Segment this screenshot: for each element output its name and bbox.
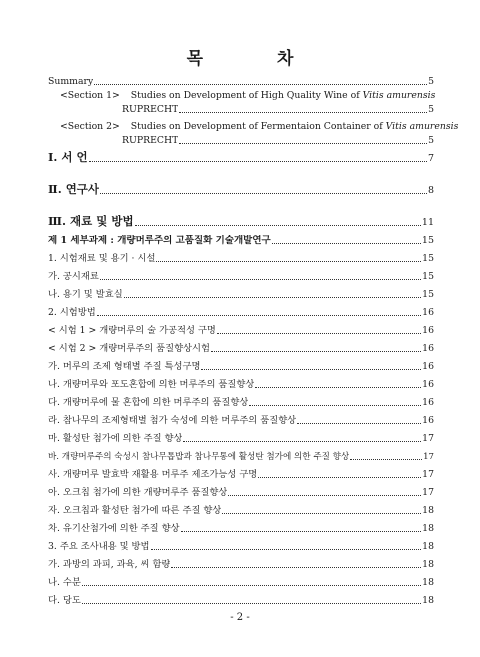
toc-entry[interactable] [48,271,434,283]
toc-page: 18 [422,595,434,606]
leader-dots [217,325,421,334]
section1-species: Vitis amurensis [362,90,436,101]
leader-dots [201,361,421,370]
toc-label: 차. 유기산첨가에 의한 주질 향상 [48,523,180,534]
section1-author: RUPRECHT [122,104,179,115]
toc-label: 가. 공시재료 [48,271,99,282]
toc-page: 5 [428,135,434,146]
toc-label: Summary [48,76,94,87]
toc-page: 16 [422,415,434,426]
toc-entry[interactable] [48,541,434,553]
toc-page: 18 [422,577,434,588]
toc-label: 3. 주요 조사내용 및 방법 [48,541,150,552]
toc-label: 사. 개량머루 발효박 재활용 머루주 제조가능성 구명 [48,469,258,480]
leader-dots [258,469,421,478]
toc-entry[interactable] [48,379,434,391]
leader-dots [156,253,421,262]
toc-label: 아. 오크칩 첨가에 의한 개량머루주 품질향상 [48,487,228,498]
leader-dots [97,307,421,316]
leader-dots [350,451,422,460]
toc-label: 2. 시험방법 [48,307,96,318]
toc-label: 나. 개량머루와 포도혼합에 의한 머루주의 품질향상 [48,379,255,390]
leader-dots [171,559,421,568]
section1-text: Studies on Development of High Quality Wine of [130,90,363,101]
leader-dots [211,343,421,352]
toc-entry-section1[interactable] [122,104,434,116]
toc-label: Ⅱ. 연구사 [48,183,100,195]
toc-page: 17 [423,452,434,462]
section2-tag: <Section 2> [60,121,120,132]
page-title: 목 차 [186,49,328,69]
toc-page: 16 [422,361,434,372]
toc-page: 17 [422,469,434,480]
toc-label: 1. 시험재료 및 용기 · 시설 [48,253,156,264]
toc-entry-section2[interactable] [122,135,434,147]
leader-dots [94,76,427,85]
toc-entry[interactable] [48,433,434,445]
leader-dots [181,523,422,532]
leader-dots [255,379,421,388]
toc-page: 16 [422,343,434,354]
toc-label: 나. 수분 [48,577,81,588]
toc-page: 16 [422,397,434,408]
section1-line1[interactable] [60,90,435,102]
toc-page: 18 [422,505,434,516]
toc-label: 마. 활성탄 첨가에 의한 주질 향상 [48,433,183,444]
leader-dots [297,415,421,424]
section1-tag: <Section 1> [60,90,120,101]
leader-dots [249,397,421,406]
toc-entry[interactable] [48,523,434,535]
toc-entry[interactable] [48,505,434,517]
section2-species: Vitis amurensis [385,121,459,132]
toc-entry-chapter-3[interactable] [48,215,434,229]
leader-dots [228,487,421,496]
toc-label: 바. 개량머루주의 숙성시 참나무톱밥과 참나무통에 활성탄 첨가에 의한 주질 향상 [48,452,350,462]
toc-page: 17 [422,433,434,444]
toc-page: 15 [422,253,434,264]
toc-entry-summary[interactable] [48,76,434,88]
toc-label: 다. 개량머루에 물 혼합에 의한 머루주의 품질향상 [48,397,249,408]
leader-dots [183,433,421,442]
section2-line1[interactable] [60,121,458,133]
leader-dots [82,595,421,604]
toc-entry[interactable] [48,325,434,337]
page-number: - 2 - [230,612,250,623]
toc-entry[interactable] [48,253,434,265]
leader-dots [272,235,421,244]
toc-page: 18 [422,559,434,570]
leader-dots [135,217,421,226]
toc-label: Ⅰ. 서 언 [48,151,88,163]
toc-page: 5 [428,104,434,115]
toc-entry[interactable] [48,451,434,463]
toc-entry[interactable] [48,595,434,607]
toc-page: 11 [421,217,434,228]
leader-dots [151,541,422,550]
toc-entry[interactable] [48,469,434,481]
toc-page: 15 [422,289,434,300]
leader-dots [222,505,421,514]
toc-entry[interactable] [48,289,434,301]
toc-page: 18 [422,523,434,534]
toc-page: 16 [422,379,434,390]
leader-dots [82,577,421,586]
toc-page: 15 [422,271,434,282]
section2-text: Studies on Development of Fermentaion Container of [130,121,386,132]
leader-dots [179,104,427,113]
toc-label: 자. 오크칩과 활성탄 첨가에 따른 주질 향상 [48,505,222,516]
toc-label: 나. 용기 및 발효실 [48,289,123,300]
leader-dots [179,135,427,144]
toc-entry[interactable] [48,487,434,499]
toc-label: 가. 과방의 과피, 과육, 씨 함량 [48,559,171,570]
toc-entry[interactable] [48,577,434,589]
toc-label: 다. 당도 [48,595,81,606]
toc-page: 17 [422,487,434,498]
toc-entry-subproject-1[interactable] [48,235,434,247]
toc-entry[interactable] [48,307,434,319]
toc-entry[interactable] [48,361,434,373]
leader-dots [100,185,427,194]
leader-dots [124,289,421,298]
toc-entry[interactable] [48,559,434,571]
toc-page: 18 [422,541,434,552]
toc-page: 7 [427,153,434,164]
leader-dots [89,153,427,162]
toc-label: 라. 참나무의 조제형태별 첨가 숙성에 의한 머루주의 품질향상 [48,415,297,426]
toc-label: Ⅲ. 재료 및 방법 [48,215,134,227]
toc-entry[interactable] [48,343,434,355]
toc-entry[interactable] [48,397,434,409]
toc-label: < 시험 2 > 개량머루주의 품질향상시험 [48,343,211,354]
toc-label: < 시험 1 > 개량머루의 술 가공적성 구명 [48,325,216,336]
toc-page: 8 [427,185,434,196]
toc-page: 16 [422,325,434,336]
leader-dots [100,271,421,280]
toc-page: 5 [428,76,434,87]
toc-page: 15 [421,235,434,246]
toc-page: 16 [422,307,434,318]
toc-label: 가. 머루의 조제 형태별 주질 특성구명 [48,361,201,372]
toc-entry-chapter-1[interactable] [48,151,434,165]
toc-label: 제 1 세부과제 : 개량머루주의 고품질화 기술개발연구 [48,235,271,246]
section2-author: RUPRECHT [122,135,179,146]
toc-entry-chapter-2[interactable] [48,183,434,197]
toc-entry[interactable] [48,415,434,427]
